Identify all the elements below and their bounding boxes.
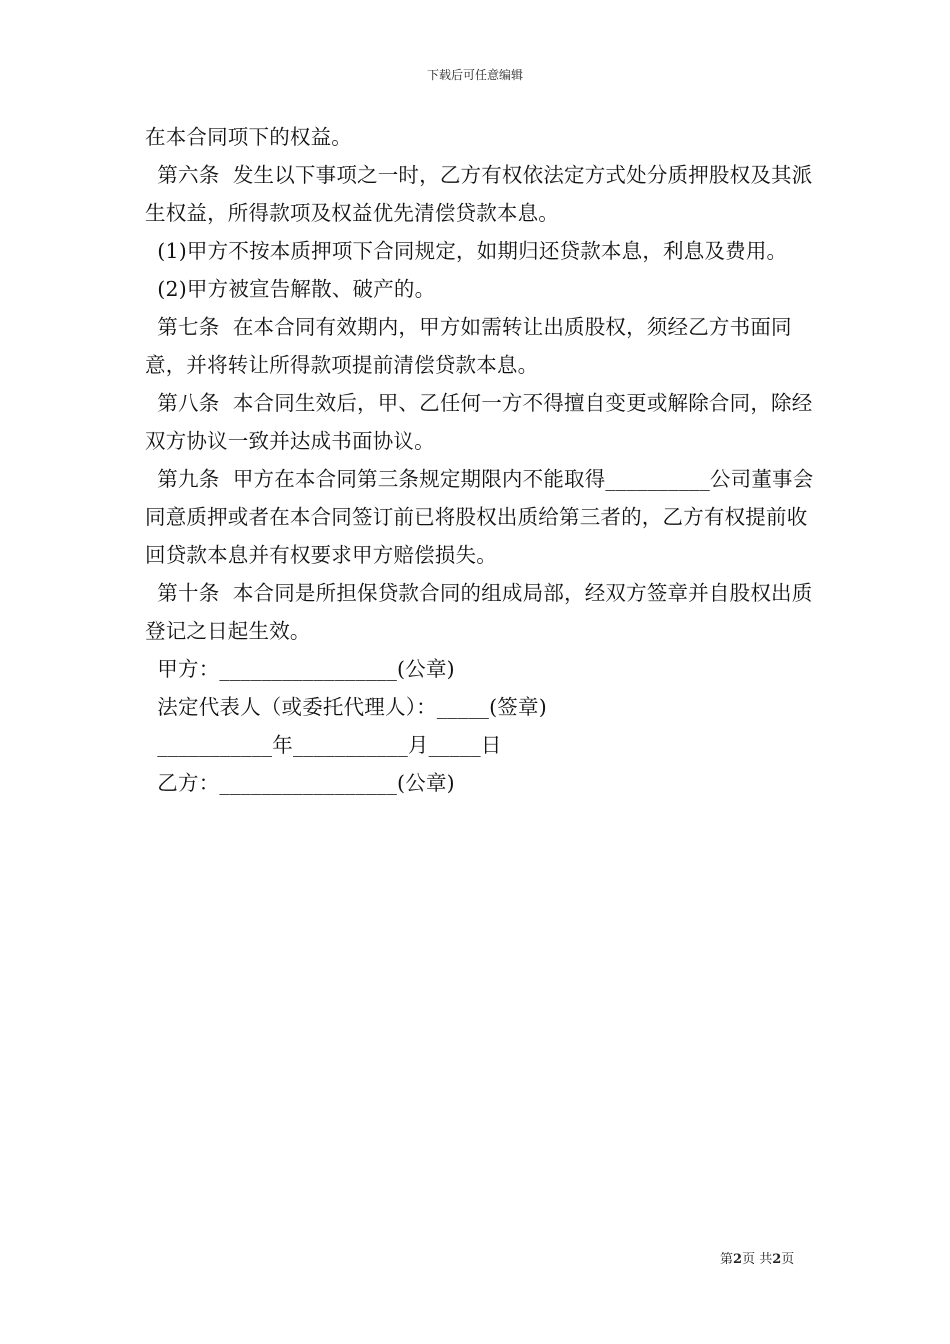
document-body	[145, 118, 815, 802]
article-6-item-1: (1)甲方不按本质押项下合同规定，如期归还贷款本息，利息及费用。	[157, 239, 788, 263]
article-8: 第八条 本合同生效后，甲、乙任何一方不得擅自变更或解除合同，除经双方协议一致并达成书面协议。	[145, 391, 813, 453]
page-footer	[720, 1248, 794, 1267]
footer-suffix: 页	[781, 1252, 795, 1267]
article-10: 第十条 本合同是所担保贷款合同的组成局部，经双方签章并自股权出质登记之日起生效。	[145, 581, 813, 643]
footer-middle: 页 共	[742, 1252, 773, 1267]
paragraph-continuation: 在本合同项下的权益。	[145, 125, 352, 149]
party-b-signature-line: 乙方：_________________(公章)	[157, 771, 455, 795]
date-line: ___________年___________月_____日	[157, 733, 502, 757]
footer-total-pages: 2	[772, 1252, 782, 1267]
article-6-item-2: (2)甲方被宣告解散、破产的。	[157, 277, 436, 301]
page-header: 下载后可任意编辑	[426, 68, 523, 82]
article-7: 第七条 在本合同有效期内，甲方如需转让出质股权，须经乙方书面同意，并将转让所得款项提前清偿贷款本息。	[145, 315, 792, 377]
footer-page-number: 2	[733, 1252, 743, 1267]
footer-prefix: 第	[720, 1252, 734, 1267]
article-9: 第九条 甲方在本合同第三条规定期限内不能取得__________公司董事会同意质押或者在本合同签订前已将股权出质给第三者的，乙方有权提前收回贷款本息并有权要求甲方赔偿损失。	[145, 467, 814, 567]
article-6: 第六条 发生以下事项之一时，乙方有权依法定方式处分质押股权及其派生权益，所得款项及权益优先清偿贷款本息。	[145, 163, 813, 225]
party-a-signature-line: 甲方：_________________(公章)	[157, 657, 455, 681]
legal-representative-signature-line: 法定代表人（或委托代理人）：_____(签章)	[157, 695, 547, 719]
